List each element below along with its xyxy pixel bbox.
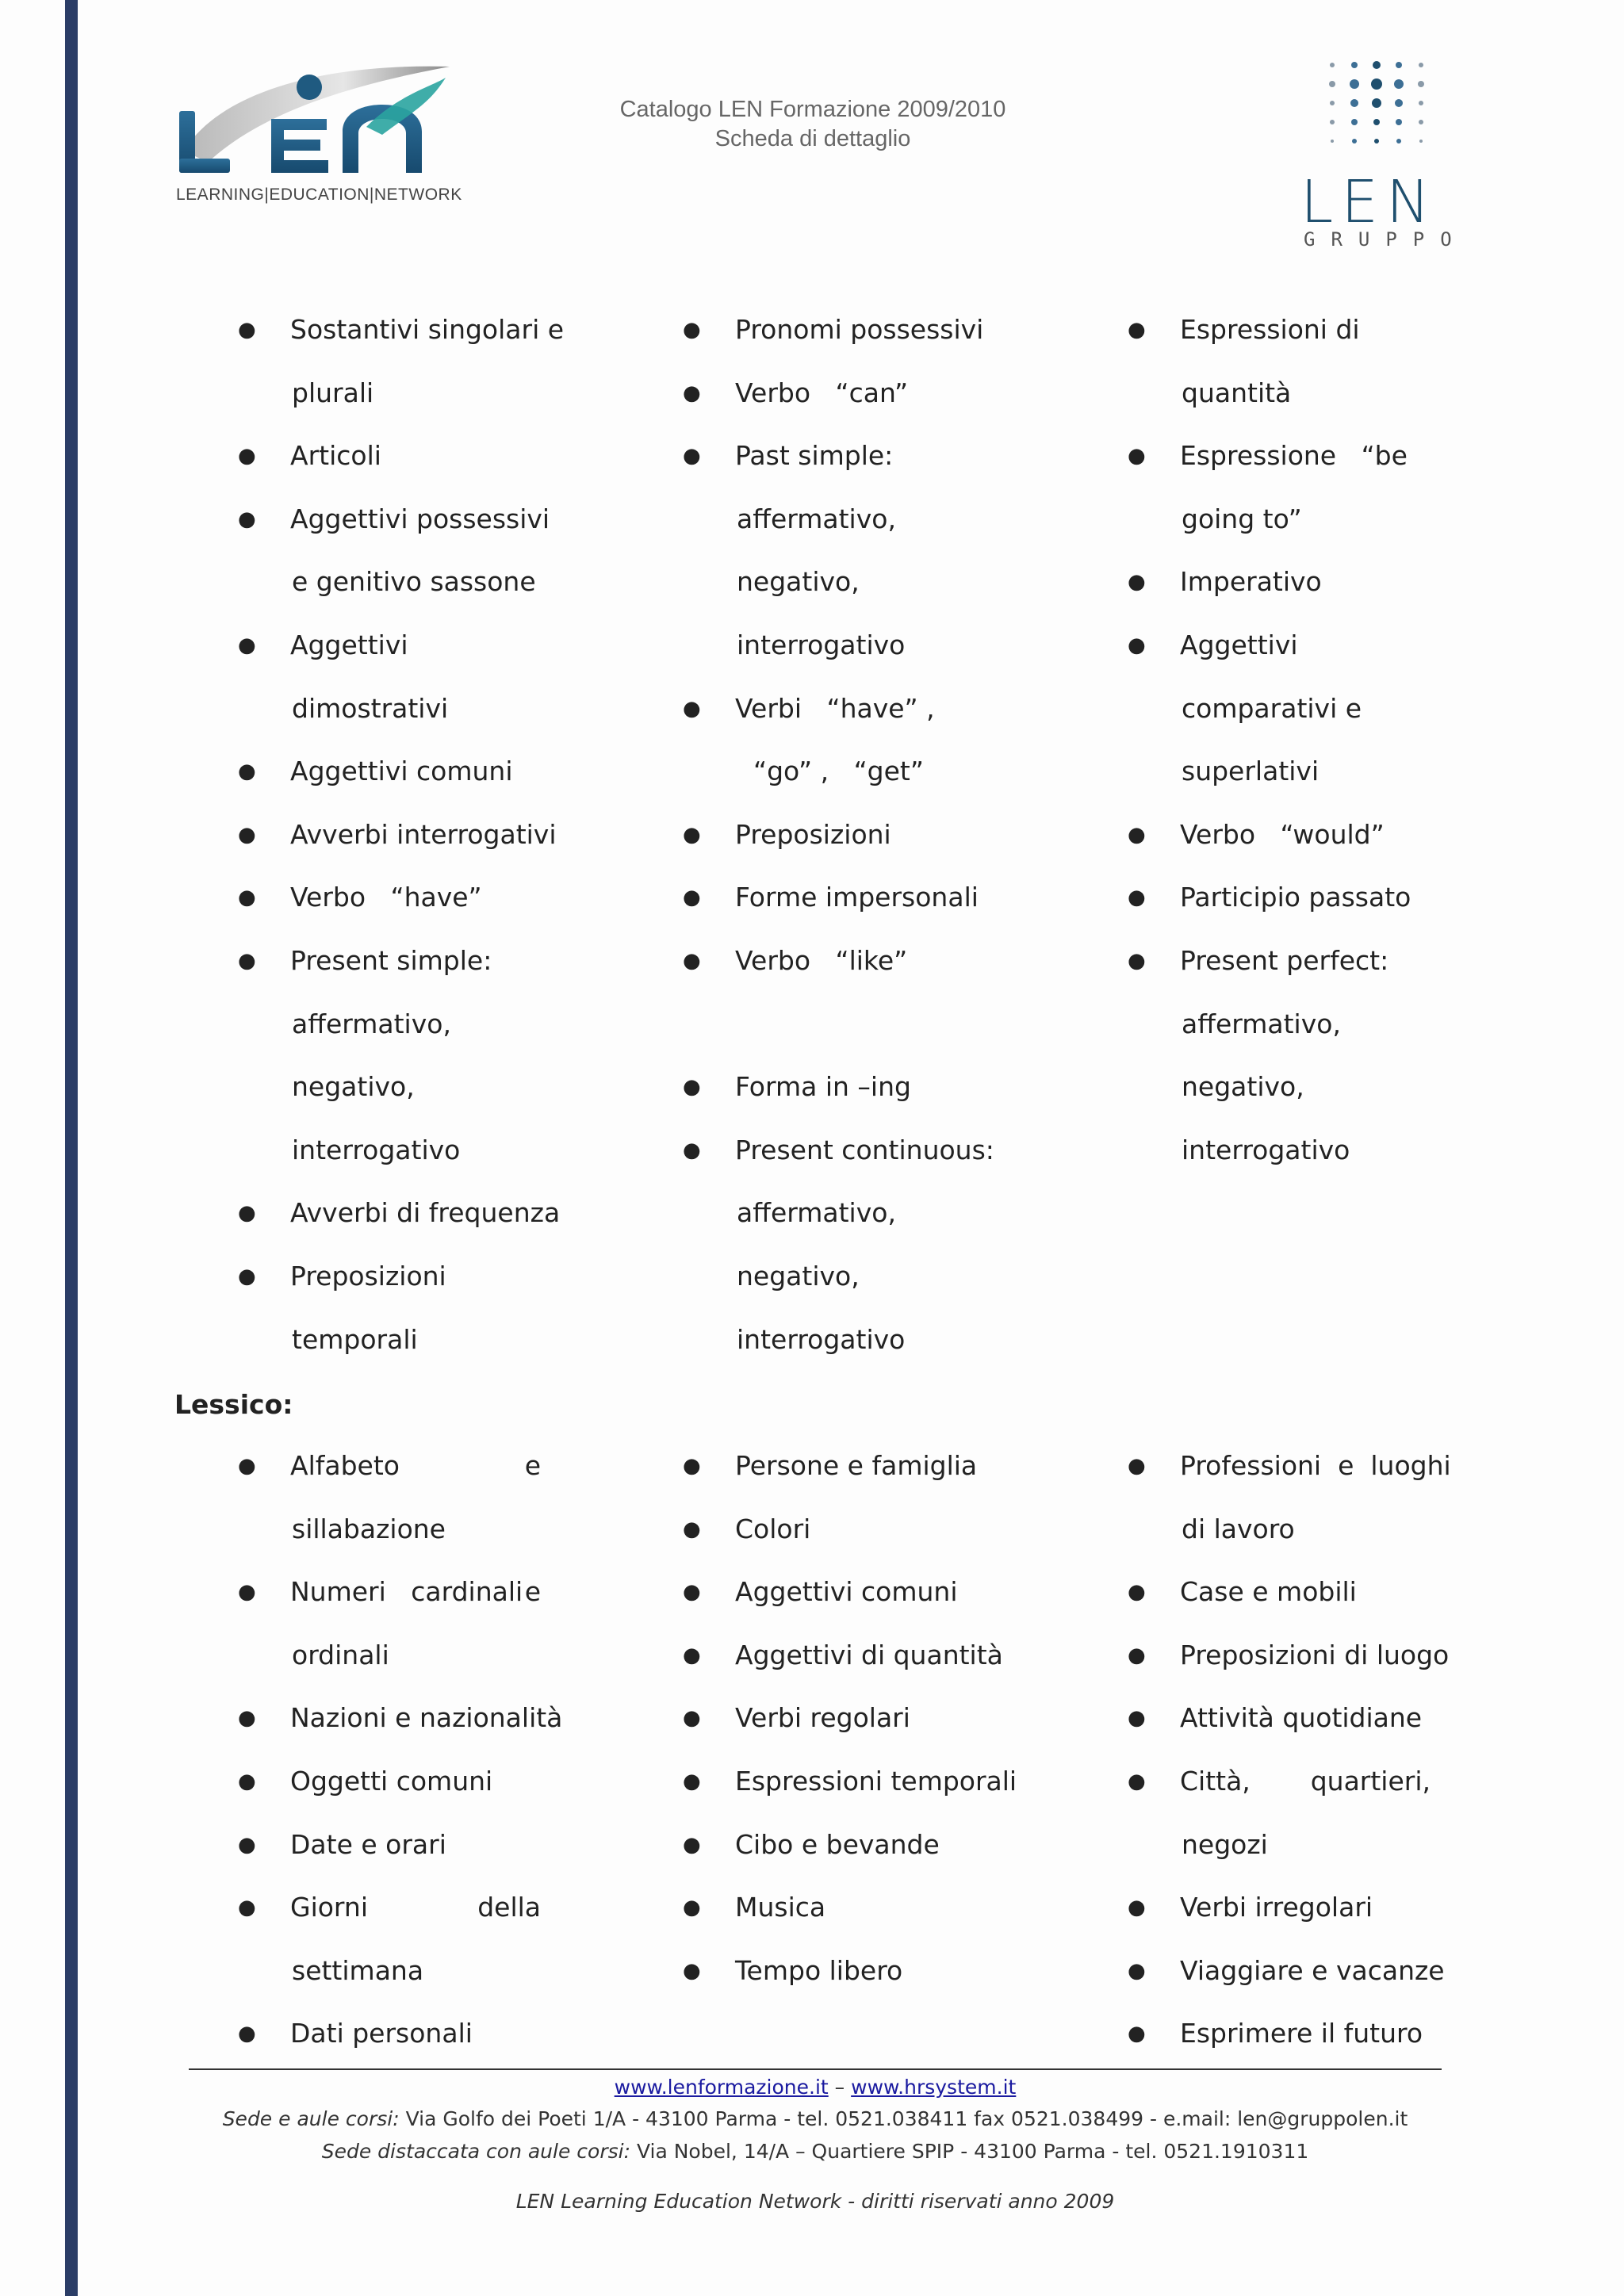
list-item-text: Present perfect: xyxy=(1180,944,1389,976)
list-item-text: ordinali xyxy=(292,1639,389,1670)
list-item xyxy=(1128,1950,1524,2014)
list-item xyxy=(1128,1697,1524,1761)
bullet-icon: ● xyxy=(238,1580,256,1605)
list-item xyxy=(238,1697,634,1761)
list-item-text-start: Numeri cardinali xyxy=(290,1576,523,1608)
bullet-icon: ● xyxy=(238,507,256,531)
list-item xyxy=(238,2013,634,2076)
list-item-text: sillabazione xyxy=(292,1513,446,1544)
bullet-icon: ● xyxy=(683,1769,701,1793)
list-item-continuation xyxy=(1128,751,1524,814)
list-item-text: going to” xyxy=(1182,503,1302,534)
list-item-text: Aggettivi comuni xyxy=(290,756,513,787)
list-item-continuation xyxy=(238,561,634,625)
list-item xyxy=(1128,814,1524,878)
bullet-icon: ● xyxy=(238,822,256,847)
hrsystem-link[interactable]: www.hrsystem.it xyxy=(851,2076,1017,2099)
bullet-icon: ● xyxy=(238,444,256,469)
logo-dot xyxy=(1329,81,1335,87)
bullet-icon: ● xyxy=(1128,1454,1146,1478)
left-accent-bar xyxy=(65,0,78,2296)
list-item-continuation xyxy=(238,1950,634,2014)
header-subtitle: Scheda di dettaglio xyxy=(714,126,911,151)
list-item xyxy=(683,435,1079,499)
list-item xyxy=(1128,435,1524,499)
list-item xyxy=(238,625,634,688)
bullet-icon: ● xyxy=(238,1896,256,1920)
lenformazione-link[interactable]: www.lenformazione.it xyxy=(614,2076,829,2099)
logo-dot xyxy=(1351,119,1358,125)
list-item xyxy=(683,373,1079,436)
list-item-continuation xyxy=(238,1130,634,1193)
list-item-continuation xyxy=(238,688,634,752)
bullet-icon: ● xyxy=(683,318,701,342)
list-item xyxy=(238,1887,634,1950)
list-item-text: settimana xyxy=(292,1954,424,1986)
list-item-text: Aggettivi xyxy=(1180,629,1298,660)
list-item-text: negativo, xyxy=(1182,1071,1304,1103)
bullet-icon: ● xyxy=(683,444,701,469)
gruppo-logo-sub: GRUPPO xyxy=(1304,228,1468,251)
list-item-text xyxy=(290,1887,541,1928)
list-item-text: Cibo e bevande xyxy=(735,1828,940,1860)
list-item xyxy=(1128,625,1524,688)
list-item xyxy=(1128,1887,1524,1950)
bullet-icon: ● xyxy=(1128,570,1146,595)
list-item xyxy=(238,814,634,878)
list-item-text: negativo, xyxy=(737,1260,860,1292)
logo-dot xyxy=(1396,119,1402,125)
list-item-text: Oggetti comuni xyxy=(290,1765,493,1797)
list-item-text: Preposizioni xyxy=(735,818,891,850)
bullet-icon: ● xyxy=(683,1832,701,1857)
bullet-icon: ● xyxy=(238,760,256,784)
list-item-text: Espressioni temporali xyxy=(735,1765,1017,1797)
bullet-icon: ● xyxy=(1128,1896,1146,1920)
list-item-text: Date e orari xyxy=(290,1828,446,1860)
list-item-text: affermativo, xyxy=(737,503,896,534)
list-item-continuation xyxy=(1128,1130,1524,1193)
list-item-text: dimostrativi xyxy=(292,692,449,724)
list-item-text: Verbo “like” xyxy=(735,944,908,976)
footer-distaccata xyxy=(189,2140,1442,2163)
bullet-icon: ● xyxy=(238,886,256,910)
distaccata-label: Sede distaccata con aule corsi: xyxy=(321,2140,631,2163)
list-item-text: Espressione “be xyxy=(1180,440,1408,472)
list-item-text xyxy=(1180,1761,1431,1802)
bullet-icon: ● xyxy=(683,1958,701,1983)
list-item-text-start: Giorni xyxy=(290,1892,369,1923)
list-item-text: Verbi “have” , xyxy=(735,692,935,724)
list-item xyxy=(238,1192,634,1256)
list-item-continuation xyxy=(238,1004,634,1067)
list-item xyxy=(683,1887,1079,1950)
list-item-text: interrogativo xyxy=(1182,1134,1350,1165)
footer-link-separator: – xyxy=(828,2076,852,2099)
list-item xyxy=(238,309,634,373)
list-item xyxy=(1128,309,1524,373)
list-item-continuation xyxy=(683,625,1079,688)
grammar-column-1 xyxy=(238,309,634,1382)
logo-dot xyxy=(1395,99,1403,107)
list-item xyxy=(683,940,1079,1004)
list-item-text: Verbo “can” xyxy=(735,377,909,408)
logo-dot xyxy=(1350,99,1358,107)
list-item xyxy=(1128,877,1524,940)
list-item xyxy=(683,1635,1079,1698)
list-item xyxy=(238,1761,634,1824)
bullet-icon: ● xyxy=(238,948,256,973)
list-item-text: Verbi regolari xyxy=(735,1702,910,1734)
bullet-icon: ● xyxy=(238,1454,256,1478)
list-item xyxy=(238,751,634,814)
distaccata-text: Via Nobel, 14/A – Quartiere SPIP - 43100 Parma - tel. 0521.1910311 xyxy=(630,2140,1309,2163)
list-item-text: interrogativo xyxy=(292,1134,461,1165)
list-item-text: Aggettivi di quantità xyxy=(735,1639,1003,1670)
list-item-text: Verbo “would” xyxy=(1180,818,1385,850)
list-item-text: Attività quotidiane xyxy=(1180,1702,1423,1734)
bullet-icon: ● xyxy=(683,1580,701,1605)
list-item-text: Present continuous: xyxy=(735,1134,994,1165)
logo-dot xyxy=(1418,81,1424,87)
list-item-text: Preposizioni di luogo xyxy=(1180,1639,1450,1670)
list-item-text: temporali xyxy=(292,1323,418,1355)
bullet-icon: ● xyxy=(683,948,701,973)
list-item-continuation xyxy=(238,1066,634,1130)
grammar-column-3 xyxy=(1128,309,1524,1192)
len-logo xyxy=(176,63,462,206)
list-item xyxy=(238,1445,634,1509)
list-item xyxy=(683,1697,1079,1761)
logo-dot xyxy=(1374,139,1379,144)
lessico-column-1 xyxy=(238,1445,634,2076)
bullet-icon: ● xyxy=(1128,1580,1146,1605)
list-item-text: Forma in –ing xyxy=(735,1071,911,1103)
list-item-text-end: quartieri, xyxy=(1310,1765,1431,1797)
list-item-text: Participio passato xyxy=(1180,882,1411,913)
list-item-continuation xyxy=(1128,1824,1524,1888)
list-item-text: Aggettivi possessivi xyxy=(290,503,550,534)
bullet-icon: ● xyxy=(683,1643,701,1667)
list-item-text: Imperativo xyxy=(1180,566,1322,598)
logo-dot xyxy=(1419,101,1423,105)
list-item-text: Nazioni e nazionalità xyxy=(290,1702,563,1734)
bullet-icon: ● xyxy=(683,696,701,721)
list-item-continuation xyxy=(1128,1004,1524,1067)
bullet-icon: ● xyxy=(683,381,701,405)
list-item xyxy=(1128,940,1524,1004)
list-item-text: Persone e famiglia xyxy=(735,1450,978,1481)
logo-dot xyxy=(1419,120,1423,124)
dot-grid-graphic xyxy=(1293,55,1475,166)
footer-copyright xyxy=(189,2190,1442,2213)
list-item xyxy=(683,1824,1079,1888)
lessico-heading: Lessico: xyxy=(174,1389,293,1420)
sede-text: Via Golfo dei Poeti 1/A - 43100 Parma - tel. 0521.038411 fax 0521.038499 - e.mail: len@gruppolen.it xyxy=(399,2107,1408,2130)
list-item-text: affermativo, xyxy=(1182,1008,1341,1039)
logo-dot xyxy=(1373,119,1380,125)
logo-dot xyxy=(1350,79,1359,89)
list-item-text: quantità xyxy=(1182,377,1292,408)
list-item-continuation xyxy=(683,499,1079,562)
bullet-icon: ● xyxy=(238,1706,256,1731)
list-item-text: e genitivo sassone xyxy=(292,566,536,598)
list-item-text: interrogativo xyxy=(737,1323,906,1355)
bullet-icon: ● xyxy=(1128,2022,1146,2046)
bullet-icon: ● xyxy=(238,2022,256,2046)
list-item xyxy=(683,814,1079,878)
list-item-continuation xyxy=(683,1319,1079,1383)
list-item-text: Verbo “have” xyxy=(290,882,482,913)
list-item xyxy=(238,499,634,562)
list-item xyxy=(683,688,1079,752)
bullet-icon: ● xyxy=(683,1896,701,1920)
logo-tagline: LEARNING|EDUCATION|NETWORK xyxy=(176,186,462,204)
list-item-text: Avverbi interrogativi xyxy=(290,818,557,850)
bullet-icon: ● xyxy=(238,1201,256,1226)
list-item-continuation xyxy=(1128,499,1524,562)
list-item xyxy=(1128,2013,1524,2076)
bullet-icon: ● xyxy=(683,1706,701,1731)
list-item-text: Pronomi possessivi xyxy=(735,314,984,345)
list-item-text: Sostantivi singolari e xyxy=(290,314,565,345)
bullet-icon: ● xyxy=(238,1832,256,1857)
grammar-column-2 xyxy=(683,309,1079,1382)
list-item-continuation xyxy=(683,1004,1079,1067)
bullet-icon: ● xyxy=(1128,948,1146,973)
list-item-text-start: Alfabeto xyxy=(290,1450,400,1481)
list-item-text: affermativo, xyxy=(737,1197,896,1229)
list-item-continuation xyxy=(238,1319,634,1383)
list-item xyxy=(238,1571,634,1635)
bullet-icon: ● xyxy=(238,1264,256,1288)
list-item xyxy=(238,435,634,499)
list-item-continuation xyxy=(238,1635,634,1698)
bullet-icon: ● xyxy=(683,886,701,910)
header-title: Catalogo LEN Formazione 2009/2010 xyxy=(619,97,1006,122)
list-item xyxy=(683,1761,1079,1824)
list-item-text: Viaggiare e vacanze xyxy=(1180,1954,1445,1986)
bullet-icon: ● xyxy=(1128,318,1146,342)
list-item-text: Aggettivi xyxy=(290,629,408,660)
bullet-icon: ● xyxy=(1128,633,1146,657)
list-item xyxy=(683,1445,1079,1509)
bullet-icon: ● xyxy=(1128,822,1146,847)
copyright-text: LEN Learning Education Network - diritti riservati anno 2009 xyxy=(515,2190,1115,2213)
list-item-continuation xyxy=(683,751,1079,814)
logo-dot xyxy=(1331,140,1334,143)
logo-dot xyxy=(1352,139,1357,144)
list-item-text: Avverbi di frequenza xyxy=(290,1197,561,1229)
list-item xyxy=(1128,1445,1524,1509)
logo-dot xyxy=(1371,78,1382,90)
logo-dot xyxy=(1330,63,1335,67)
bullet-icon: ● xyxy=(683,822,701,847)
bullet-icon: ● xyxy=(683,1454,701,1478)
list-item-text: comparativi e xyxy=(1182,692,1362,724)
logo-dot xyxy=(1373,61,1381,69)
logo-dot xyxy=(1372,98,1381,108)
page-header xyxy=(555,95,1071,154)
list-item-text xyxy=(290,1445,541,1487)
gruppo-logo-word: LEN xyxy=(1300,168,1438,236)
list-item-continuation xyxy=(683,1256,1079,1319)
list-item-text: Tempo libero xyxy=(735,1954,903,1986)
footer-sede xyxy=(189,2107,1442,2130)
bullet-icon: ● xyxy=(238,633,256,657)
list-item-continuation xyxy=(1128,688,1524,752)
lessico-column-2 xyxy=(683,1445,1079,2013)
list-item xyxy=(238,877,634,940)
list-item xyxy=(683,1950,1079,2014)
logo-dot xyxy=(1394,79,1404,89)
sede-label: Sede e aule corsi: xyxy=(222,2107,400,2130)
logo-dot xyxy=(1419,63,1423,67)
list-item-continuation xyxy=(238,373,634,436)
lessico-column-3 xyxy=(1128,1445,1524,2076)
list-item xyxy=(683,1066,1079,1130)
bullet-icon: ● xyxy=(1128,1958,1146,1983)
logo-dot xyxy=(1330,120,1335,124)
bullet-icon: ● xyxy=(683,1138,701,1162)
bullet-icon: ● xyxy=(1128,1706,1146,1731)
list-item-text: Musica xyxy=(735,1892,826,1923)
list-item-text: superlativi xyxy=(1182,756,1320,787)
list-item-text: negativo, xyxy=(737,566,860,598)
list-item xyxy=(683,1571,1079,1635)
list-item-text: plurali xyxy=(292,377,374,408)
list-item-text: Preposizioni xyxy=(290,1260,446,1292)
list-item xyxy=(1128,561,1524,625)
bullet-icon: ● xyxy=(683,1075,701,1100)
list-item-text: di lavoro xyxy=(1182,1513,1295,1544)
list-item-continuation xyxy=(1128,1509,1524,1572)
list-item-text: Aggettivi comuni xyxy=(735,1576,958,1608)
footer-links xyxy=(189,2076,1442,2099)
list-item xyxy=(683,309,1079,373)
footer-divider xyxy=(189,2068,1442,2070)
list-item-text: negativo, xyxy=(292,1071,415,1103)
list-item-text: affermativo, xyxy=(292,1008,451,1039)
list-item xyxy=(683,1509,1079,1572)
bullet-icon: ● xyxy=(683,1517,701,1541)
logo-dot xyxy=(1396,62,1402,68)
list-item-text: Professioni e luoghi xyxy=(1180,1450,1451,1481)
bullet-icon: ● xyxy=(238,318,256,342)
list-item xyxy=(1128,1761,1524,1824)
bullet-icon: ● xyxy=(1128,1769,1146,1793)
list-item-text-end: e xyxy=(524,1576,541,1608)
list-item-text: Verbi irregolari xyxy=(1180,1892,1373,1923)
list-item-text: “go” , “get” xyxy=(737,756,924,787)
bullet-icon: ● xyxy=(1128,1643,1146,1667)
list-item-text: Espressioni di xyxy=(1180,314,1360,345)
list-item-text: Present simple: xyxy=(290,944,492,976)
list-item xyxy=(238,940,634,1004)
list-item-text-end: della xyxy=(477,1892,541,1923)
list-item xyxy=(238,1256,634,1319)
list-item-text: interrogativo xyxy=(737,629,906,660)
bullet-icon: ● xyxy=(1128,444,1146,469)
len-gruppo-logo xyxy=(1293,55,1475,254)
list-item-text: Esprimere il futuro xyxy=(1180,2018,1423,2049)
logo-dot xyxy=(1330,101,1335,105)
list-item-text: Colori xyxy=(735,1513,811,1544)
list-item-text: Dati personali xyxy=(290,2018,473,2049)
list-item-continuation xyxy=(1128,373,1524,436)
list-item xyxy=(1128,1571,1524,1635)
len-logo-graphic xyxy=(176,63,454,182)
list-item-continuation xyxy=(1128,1066,1524,1130)
list-item-continuation xyxy=(683,561,1079,625)
list-item-text xyxy=(290,1571,541,1613)
list-item-text: Case e mobili xyxy=(1180,1576,1357,1608)
list-item xyxy=(238,1824,634,1888)
list-item-continuation xyxy=(238,1509,634,1572)
list-item-text: Forme impersonali xyxy=(735,882,979,913)
logo-dot xyxy=(1419,140,1423,143)
list-item-text: negozi xyxy=(1182,1828,1268,1860)
list-item xyxy=(1128,1635,1524,1698)
list-item-text: Articoli xyxy=(290,440,381,472)
bullet-icon: ● xyxy=(1128,886,1146,910)
list-item xyxy=(683,877,1079,940)
list-item-continuation xyxy=(683,1192,1079,1256)
list-item-text-start: Città, xyxy=(1180,1765,1251,1797)
list-item-text-end: e xyxy=(524,1450,541,1481)
logo-dot xyxy=(1351,62,1358,68)
list-item xyxy=(683,1130,1079,1193)
bullet-icon: ● xyxy=(238,1769,256,1793)
logo-dot xyxy=(1396,139,1401,144)
list-item-text: Past simple: xyxy=(735,440,894,472)
